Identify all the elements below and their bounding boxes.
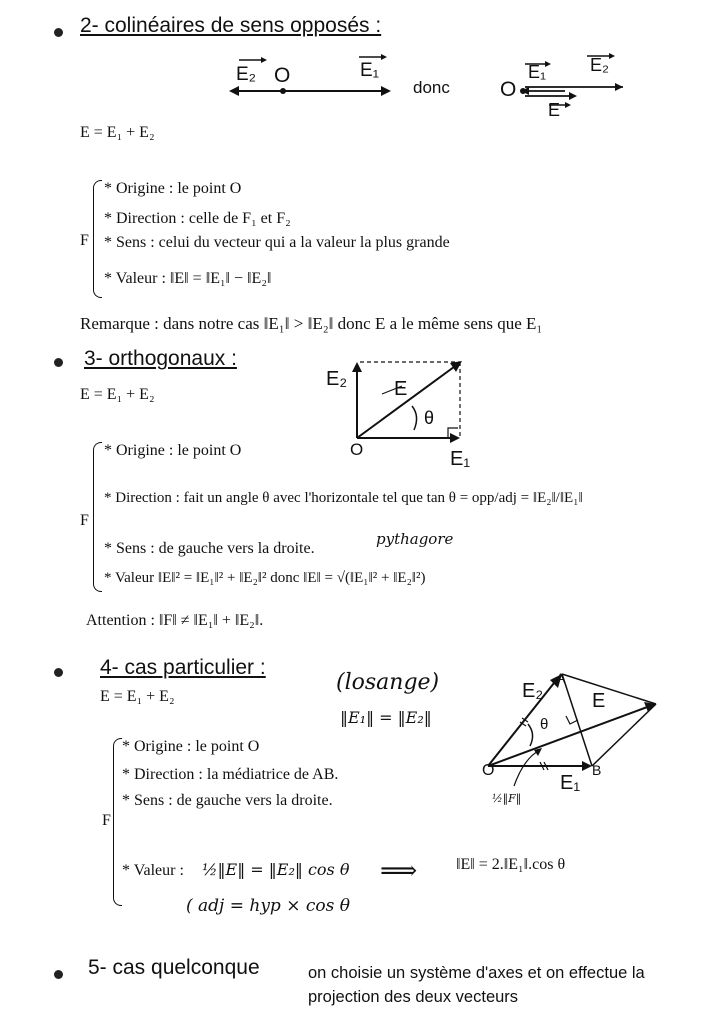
label-o-result: O xyxy=(500,78,517,101)
bullet-s4 xyxy=(54,668,63,677)
f-label-s3: F xyxy=(80,512,89,529)
valeur-s3: * Valeur ‖E‖² = ‖E₁‖² + ‖E₂‖² donc ‖E‖ = √(‖E₁‖² + ‖E₂‖²) xyxy=(104,570,426,586)
s5-text-line1: on choisie un système d'axes et on effectue la xyxy=(308,964,645,982)
direction-s3: * Direction : fait un angle θ avec l'horizontale tel que tan θ = opp/adj = ‖E₂‖/‖E₁‖ xyxy=(104,490,583,506)
label-o: O xyxy=(274,64,291,87)
origine-s2: * Origine : le point O xyxy=(104,180,242,197)
losange-label-e1: E₁ xyxy=(560,772,581,794)
losange-label-a: A xyxy=(556,670,566,686)
losange-label-theta: θ xyxy=(540,716,549,733)
origine-s4: * Origine : le point O xyxy=(122,738,260,755)
result-s4: ‖E‖ = 2.‖E₁‖.cos θ xyxy=(456,856,566,873)
ortho-label-e: E xyxy=(394,378,408,400)
label-e2-result: E₂ xyxy=(590,55,609,75)
label-e1-result: E₁ xyxy=(528,62,547,82)
s5-text-line2: projection des deux vecteurs xyxy=(308,988,519,1006)
label-e-result: E xyxy=(548,100,561,120)
label-e2: E₂ xyxy=(236,64,257,85)
section-title-s2: 2- colinéaires de sens opposés : xyxy=(80,14,382,37)
losange-label-e2: E₂ xyxy=(522,680,544,702)
sens-s3: * Sens : de gauche vers la droite. xyxy=(104,540,315,557)
origine-s3: * Origine : le point O xyxy=(104,442,242,459)
section-title-s3: 3- orthogonaux : xyxy=(84,347,237,370)
ortho-label-o: O xyxy=(350,440,364,459)
section-title-s4: 4- cas particulier : xyxy=(100,656,266,679)
equation-s4: E = E₁ + E₂ xyxy=(100,688,175,705)
bullet-s5 xyxy=(54,970,63,979)
handwritten-losange: (losange) xyxy=(336,670,440,695)
sens-s4: * Sens : de gauche vers la droite. xyxy=(122,792,333,809)
handwritten-half-norm: ½‖F‖ xyxy=(492,792,522,805)
equation-s2: E = E₁ + E₂ xyxy=(80,124,155,141)
remarque-s2: Remarque : dans notre cas ‖E₁‖ > ‖E₂‖ donc E a le même sens que E₁ xyxy=(80,314,543,333)
ortho-label-theta: θ xyxy=(424,408,435,428)
brace-s4 xyxy=(113,738,122,906)
attention-s3: Attention : ‖F‖ ≠ ‖E₁‖ + ‖E₂‖. xyxy=(86,612,264,629)
ortho-label-e1: E₁ xyxy=(450,448,471,470)
handwritten-pythagore: pythagore xyxy=(376,530,454,548)
losange-label-e: E xyxy=(592,690,606,712)
sens-s2: * Sens : celui du vecteur qui a la valeur la plus grande xyxy=(104,234,450,251)
ortho-label-e2: E₂ xyxy=(326,368,348,390)
implies-arrow: ⟹ xyxy=(380,856,418,885)
valeur-s2: * Valeur : ‖E‖ = ‖E₁‖ − ‖E₂‖ xyxy=(104,270,272,287)
direction-s4: * Direction : la médiatrice de AB. xyxy=(122,766,339,783)
label-e1: E₁ xyxy=(360,60,380,81)
handwritten-valeur-s4: ½‖E‖ = ‖E₂‖ cos θ xyxy=(202,860,350,879)
brace-s3 xyxy=(93,442,102,592)
bullet-s3 xyxy=(54,358,63,367)
losange-label-b: B xyxy=(592,762,602,778)
equation-s3: E = E₁ + E₂ xyxy=(80,386,155,403)
brace-s2 xyxy=(93,180,102,298)
losange-label-o: O xyxy=(482,762,495,779)
direction-s2: * Direction : celle de F₁ et F₂ xyxy=(104,210,291,227)
diagram-orthogonal xyxy=(320,350,480,460)
handwritten-equal-norms: ‖E₁‖ = ‖E₂‖ xyxy=(340,708,432,727)
section-title-s5: 5- cas quelconque xyxy=(88,956,260,979)
f-label-s2: F xyxy=(80,232,89,249)
handwritten-adj: ( adj = hyp × cos θ xyxy=(186,896,350,916)
donc-label: donc xyxy=(413,78,450,97)
valeur-label-s4: * Valeur : xyxy=(122,862,184,879)
f-label-s4: F xyxy=(102,812,111,829)
bullet-s2 xyxy=(54,28,63,37)
